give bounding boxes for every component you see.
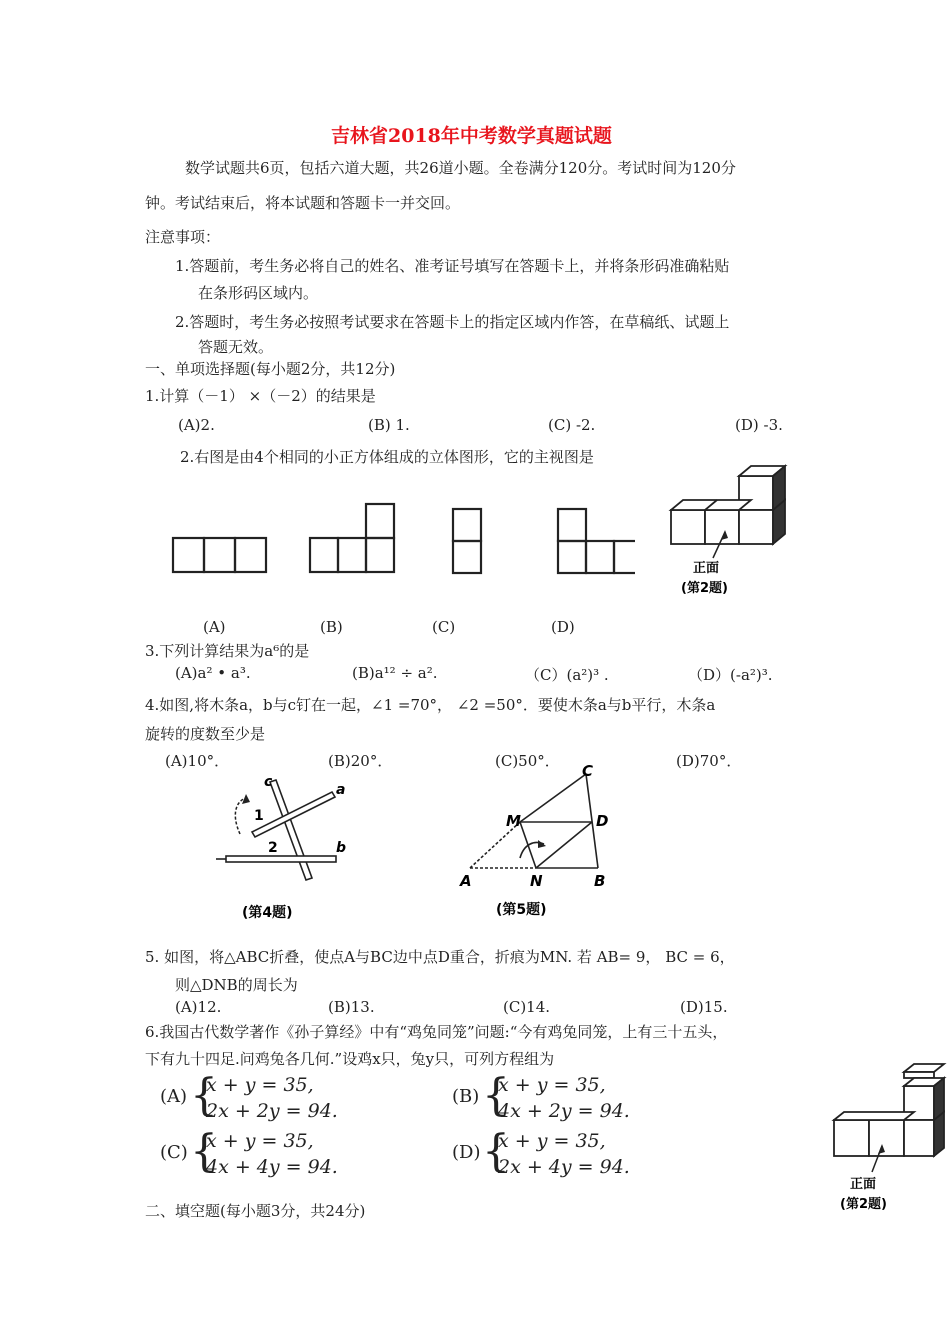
cube-top [834, 1112, 914, 1120]
q2-b-square [366, 504, 394, 538]
q5-stem-line-1: 5. 如图，将△ABC折叠，使点A与BC边中点D重合，折痕为MN. 若 AB= 9， BC = 6， [145, 948, 735, 966]
q2-option-a: (A) [203, 618, 226, 636]
q2-d-square [558, 541, 586, 573]
notice-2-line-1: 2.答题时，考生务必按照考试要求在答题卡上的指定区域内作答，在草稿纸、试题上 [175, 313, 730, 331]
q1-option-b: (B) 1. [368, 416, 410, 434]
q4-stem-line-2: 旋转的度数至少是 [145, 725, 266, 743]
q2-cube-figure-duplicate [826, 1060, 948, 1220]
section-2-heading: 二、填空题(每小题3分，共24分) [145, 1202, 366, 1220]
cube-face [904, 1072, 934, 1078]
q2-a-square [204, 538, 235, 572]
q2-option-b: (B) [320, 618, 343, 636]
q2-option-figures [165, 500, 635, 580]
q2-c-square [453, 541, 481, 573]
q2-option-d: (D) [551, 618, 575, 636]
q4-option-d: (D)70°． [676, 752, 742, 770]
label-C: C [582, 762, 594, 780]
label-a: a [336, 782, 346, 798]
q4-figure [212, 772, 362, 924]
cube-face [834, 1120, 869, 1156]
q3-stem: 3.下列计算结果为a⁶的是 [145, 642, 310, 660]
segment-CM [520, 774, 586, 822]
cube-face [904, 1120, 934, 1156]
intro-line-2: 钟。考试结束后，将本试题和答题卡一并交回。 [145, 194, 461, 212]
cube-side [934, 1112, 944, 1156]
q4-figure-caption: (第4题) [242, 905, 293, 921]
q1-option-a: (A)2. [178, 416, 215, 434]
notice-1-line-1: 1.答题前，考生务必将自己的姓名、准考证号填写在答题卡上，并将条形码准确粘贴 [175, 257, 730, 275]
q1-option-d: (D) -3. [735, 416, 783, 434]
label-N: N [530, 872, 543, 890]
label-M: M [506, 812, 521, 830]
q2-d-square [586, 541, 614, 573]
q4-option-c: (C)50°． [495, 752, 560, 770]
q2-d-square [558, 509, 586, 541]
q5-option-c: (C)14. [503, 998, 551, 1016]
intro-line-1: 数学试题共6页，包括六道大题，共26道小题。全卷满分120分。考试时间为120分 [185, 159, 736, 177]
q2-d-square [614, 541, 635, 573]
section-1-heading: 一、单项选择题(每小题2分，共12分) [145, 360, 396, 378]
q2-b-square [366, 538, 394, 572]
notice-1-line-2: 在条形码区域内。 [198, 284, 319, 302]
q2-option-c: (C) [432, 618, 456, 636]
q2-cube-figure [665, 460, 795, 600]
q2-b-square [310, 538, 338, 572]
cube-face [671, 510, 705, 544]
q3-option-c: （C）(a²)³ . [525, 666, 609, 684]
q5-figure-caption: (第5题) [496, 902, 547, 918]
label-angle-2: 2 [268, 840, 278, 856]
label-A: A [460, 872, 472, 890]
q4-option-b: (B)20°． [328, 752, 393, 770]
page-title: 吉林省2018年中考数学真题试题 [331, 125, 612, 147]
cube-top [904, 1064, 944, 1072]
q3-option-d: （D）(-a²)³. [688, 666, 773, 684]
notice-2-line-2: 答题无效。 [198, 338, 274, 356]
q5-option-b: (B)13. [328, 998, 375, 1016]
label-b: b [336, 840, 347, 856]
label-c: c [264, 774, 273, 790]
q4-stem-line-1: 4.如图,将木条a，b与c钉在一起，∠1 =70°， ∠2 =50°．要使木条a与b平行，木条a [145, 696, 716, 714]
q6-stem-line-1: 6.我国古代数学著作《孙子算经》中有“鸡兔同笼”问题:“今有鸡兔同笼，上有三十五头， [145, 1023, 728, 1041]
q5-option-a: (A)12. [175, 998, 222, 1016]
label-B: B [594, 872, 606, 890]
q2-figure-caption: (第2题) [681, 581, 728, 596]
cube-face [739, 510, 773, 544]
label-D: D [596, 812, 609, 830]
label-angle-1: 1 [254, 808, 264, 824]
q5-figure [448, 762, 628, 922]
q2-a-square [173, 538, 204, 572]
q5-option-d: (D)15. [680, 998, 728, 1016]
q4-option-a: (A)10°． [165, 752, 230, 770]
cube-face [869, 1120, 904, 1156]
q5-stem-line-2: 则△DNB的周长为 [175, 976, 298, 994]
q3-option-a: (A)a² • a³. [175, 664, 251, 682]
q1-option-c: (C) -2. [548, 416, 596, 434]
stick-c [270, 780, 312, 880]
q2-front-label-duplicate: 正面 [850, 1177, 877, 1192]
q2-figure-caption-duplicate: (第2题) [840, 1197, 887, 1212]
q3-option-b: (B)a¹² ÷ a². [352, 664, 438, 682]
q2-c-square [453, 509, 481, 541]
q6-stem-line-2: 下有九十四足.问鸡兔各几何.”设鸡x只，兔y只，可列方程组为 [145, 1050, 555, 1068]
rotation-arrow [235, 798, 246, 834]
q2-b-square [338, 538, 366, 572]
notice-heading: 注意事项： [145, 228, 221, 246]
q2-front-label: 正面 [693, 561, 720, 576]
q1-stem: 1.计算（－1） ×（－2）的结果是 [145, 387, 376, 405]
q2-a-square [235, 538, 266, 572]
stick-b [226, 856, 336, 862]
q2-stem: 2.右图是由4个相同的小正方体组成的立体图形，它的主视图是 [180, 448, 594, 466]
